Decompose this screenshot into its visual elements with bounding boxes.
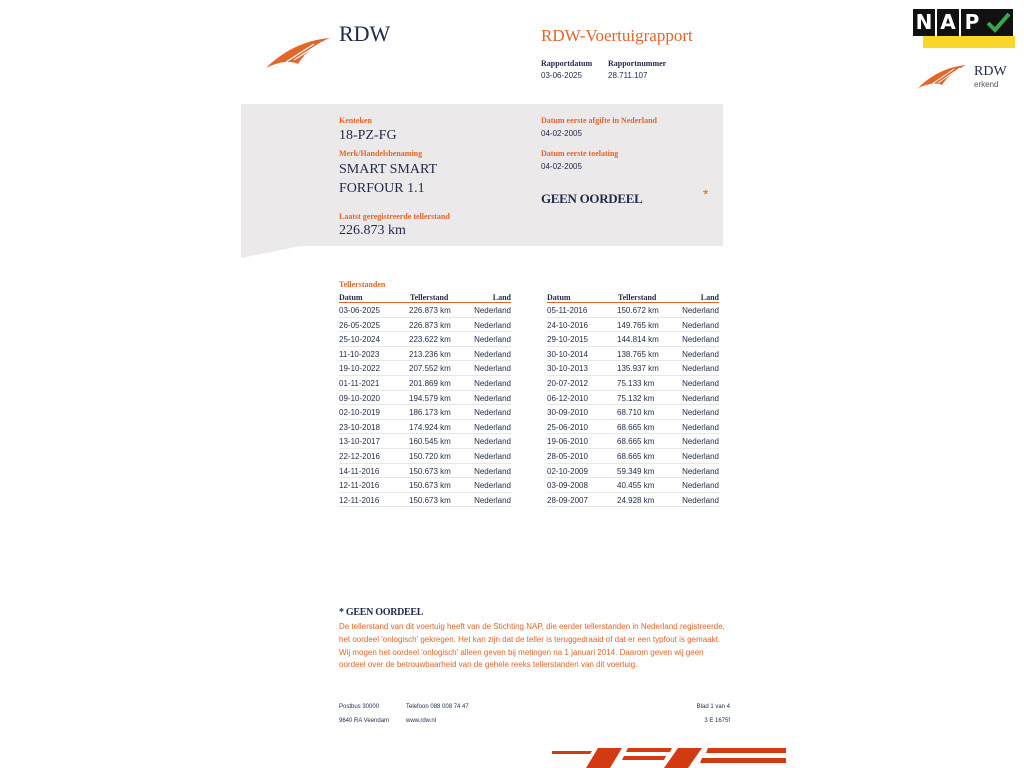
footer-address-line2: 9640 RA Veendam <box>339 718 390 724</box>
reading-odometer: 68.665 km <box>617 437 655 447</box>
reading-country: Nederland <box>682 335 719 345</box>
footer-phone: Telefoon 088 008 74 47 <box>406 704 469 710</box>
table-row <box>547 391 719 406</box>
table-row <box>339 303 511 318</box>
footer-website[interactable]: www.rdw.nl <box>406 718 437 724</box>
table-row <box>339 332 511 347</box>
nap-yellow-bar <box>923 36 1015 48</box>
reading-odometer: 149.765 km <box>617 320 659 330</box>
reading-date: 20-07-2012 <box>547 378 588 388</box>
nap-letter-n: N <box>913 9 935 36</box>
reading-country: Nederland <box>474 320 511 330</box>
footnote-text: De tellerstand van dit voertuig heeft van de Stichting NAP, die eerder tellerstanden in Nederland registreerde, het oordeel 'onlogisch' gekregen. Het kan zijn dat de teller is teruggedraaid of dat er een typfout is gemaakt. Wij mogen het oordeel 'onlogisch' alleen geven bij metingen na 1 januari 2014. Daarom geven wij geen oordeel over de betrouwbaarheid van de gehele reeks tellerstanden van dit voertuig. <box>339 622 725 670</box>
table-row <box>547 420 719 435</box>
reading-odometer: 68.710 km <box>617 408 655 418</box>
reading-date: 28-09-2007 <box>547 495 588 505</box>
table-row <box>339 464 511 479</box>
nap-letter-p: P <box>961 9 983 36</box>
reading-odometer: 223.622 km <box>409 335 451 345</box>
report-date: 03-06-2025 <box>541 71 582 80</box>
reading-country: Nederland <box>474 335 511 345</box>
table-row <box>547 376 719 391</box>
first-admission: 04-02-2005 <box>541 162 582 171</box>
reading-date: 19-06-2010 <box>547 437 588 447</box>
reading-date: 30-09-2010 <box>547 408 588 418</box>
reading-odometer: 150.673 km <box>409 481 451 491</box>
reading-country: Nederland <box>474 378 511 388</box>
nap-logo <box>913 9 1015 49</box>
reading-odometer: 40.455 km <box>617 481 655 491</box>
table-row <box>547 434 719 449</box>
reading-odometer: 226.873 km <box>409 306 451 315</box>
reading-date: 25-10-2024 <box>339 335 380 345</box>
reading-odometer: 150.673 km <box>409 495 451 505</box>
table-row <box>547 318 719 333</box>
table-row <box>339 347 511 362</box>
table-row <box>547 332 719 347</box>
reading-country: Nederland <box>474 408 511 418</box>
first-admission-label: Datum eerste toelating <box>541 149 619 158</box>
reading-country: Nederland <box>682 349 719 359</box>
report-title: RDW-Voertuigrapport <box>541 26 693 45</box>
footnote-title: * GEEN OORDEEL <box>339 607 424 618</box>
reading-date: 02-10-2009 <box>547 466 588 476</box>
table-row <box>547 464 719 479</box>
col-odometer: Tellerstand <box>410 293 449 302</box>
table-row <box>547 449 719 464</box>
reading-date: 09-10-2020 <box>339 393 380 403</box>
reading-country: Nederland <box>474 451 511 461</box>
reading-country: Nederland <box>682 422 719 432</box>
odometer-label: Laatst geregistreerde tellerstand <box>339 212 450 221</box>
table-row <box>339 420 511 435</box>
reading-odometer: 160.545 km <box>409 437 451 447</box>
col-country: Land <box>492 293 511 302</box>
erkend-brand: RDW <box>974 64 1007 79</box>
reading-date: 28-05-2010 <box>547 451 588 461</box>
footer-address-line1: Postbus 30000 <box>339 704 380 710</box>
checkmark-icon <box>983 9 1013 36</box>
reading-date: 12-11-2016 <box>339 495 380 505</box>
table-row <box>339 493 511 508</box>
reading-country: Nederland <box>682 437 719 447</box>
verdict: GEEN OORDEEL <box>541 191 643 206</box>
reading-date: 14-11-2016 <box>339 466 380 476</box>
reading-odometer: 144.814 km <box>617 335 659 345</box>
reading-date: 25-06-2010 <box>547 422 588 432</box>
reading-date: 24-10-2016 <box>547 320 588 330</box>
reading-odometer: 68.665 km <box>617 422 655 432</box>
col-odometer: Tellerstand <box>618 293 657 302</box>
nap-letter-a: A <box>937 9 959 36</box>
reading-country: Nederland <box>682 364 719 374</box>
table-row <box>339 361 511 376</box>
reading-odometer: 24.928 km <box>617 495 655 505</box>
reading-date: 03-09-2008 <box>547 481 588 491</box>
reading-odometer: 135.937 km <box>617 364 659 374</box>
nap-letters <box>913 9 985 36</box>
rdw-logo-icon <box>264 34 332 70</box>
make-value-line1: SMART SMART <box>339 162 438 177</box>
report-number: 28.711.107 <box>608 71 648 80</box>
report-number-label: Rapportnummer <box>608 59 667 68</box>
reading-date: 29-10-2015 <box>547 335 588 345</box>
reading-odometer: 138.765 km <box>617 349 659 359</box>
reading-odometer: 150.720 km <box>409 451 451 461</box>
table-row <box>547 361 719 376</box>
reading-country: Nederland <box>682 451 719 461</box>
table-row <box>339 391 511 406</box>
reading-odometer: 68.665 km <box>617 451 655 461</box>
reading-date: 02-10-2019 <box>339 408 380 418</box>
reading-odometer: 75.132 km <box>617 393 655 403</box>
reading-country: Nederland <box>474 306 511 315</box>
table-row <box>547 493 719 508</box>
reading-odometer: 213.236 km <box>409 349 451 359</box>
reading-date: 05-11-2016 <box>547 306 588 315</box>
table-row <box>339 405 511 420</box>
reading-country: Nederland <box>682 306 719 315</box>
readings-title: Tellerstanden <box>339 280 386 289</box>
reading-odometer: 194.579 km <box>409 393 451 403</box>
reading-date: 13-10-2017 <box>339 437 380 447</box>
table-header <box>339 292 511 303</box>
readings-table-right <box>547 292 719 507</box>
col-date: Datum <box>547 293 571 302</box>
make-label: Merk/Handelsbenaming <box>339 149 423 158</box>
col-date: Datum <box>339 293 363 302</box>
reading-country: Nederland <box>474 393 511 403</box>
brand-name: RDW <box>339 21 391 46</box>
reading-date: 30-10-2014 <box>547 349 588 359</box>
erkend-label: erkend <box>974 80 999 89</box>
reading-date: 26-05-2025 <box>339 320 380 330</box>
table-row <box>339 434 511 449</box>
table-row <box>547 405 719 420</box>
reading-odometer: 226.873 km <box>409 320 451 330</box>
reading-odometer: 59.349 km <box>617 466 655 476</box>
reading-country: Nederland <box>474 466 511 476</box>
readings-table-left <box>339 292 511 507</box>
rdw-stripes-icon <box>552 746 786 768</box>
col-country: Land <box>700 293 719 302</box>
reading-odometer: 207.552 km <box>409 364 451 374</box>
reading-country: Nederland <box>682 393 719 403</box>
report-date-label: Rapportdatum <box>541 59 593 68</box>
odometer-value: 226.873 km <box>339 223 406 238</box>
make-value-line2: FORFOUR 1.1 <box>339 181 425 196</box>
reading-country: Nederland <box>474 364 511 374</box>
reading-date: 30-10-2013 <box>547 364 588 374</box>
footer-page-number: Blad 1 van 4 <box>696 704 730 710</box>
reading-odometer: 150.672 km <box>617 306 659 315</box>
table-row <box>547 303 719 318</box>
reading-country: Nederland <box>474 495 511 505</box>
verdict-asterisk: * <box>703 186 709 202</box>
reading-date: 12-11-2016 <box>339 481 380 491</box>
reading-country: Nederland <box>474 481 511 491</box>
reading-odometer: 174.924 km <box>409 422 451 432</box>
reading-country: Nederland <box>474 349 511 359</box>
table-row <box>339 449 511 464</box>
first-registration-nl-label: Datum eerste afgifte in Nederland <box>541 116 657 125</box>
table-row <box>339 478 511 493</box>
reading-date: 19-10-2022 <box>339 364 380 374</box>
reading-country: Nederland <box>682 466 719 476</box>
reading-date: 01-11-2021 <box>339 378 380 388</box>
reading-odometer: 201.869 km <box>409 378 451 388</box>
reading-odometer: 75.133 km <box>617 378 655 388</box>
reading-date: 11-10-2023 <box>339 349 380 359</box>
reading-country: Nederland <box>682 495 719 505</box>
reading-country: Nederland <box>682 378 719 388</box>
panel-tab <box>241 246 301 258</box>
reading-odometer: 150.673 km <box>409 466 451 476</box>
table-row <box>547 347 719 362</box>
table-header <box>547 292 719 303</box>
footer-code: 3 E 1675f <box>704 718 730 724</box>
reading-date: 03-06-2025 <box>339 306 380 315</box>
table-row <box>547 478 719 493</box>
reading-country: Nederland <box>474 422 511 432</box>
plate-value: 18-PZ-FG <box>339 128 397 143</box>
reading-date: 22-12-2016 <box>339 451 380 461</box>
reading-date: 23-10-2018 <box>339 422 380 432</box>
reading-date: 06-12-2010 <box>547 393 588 403</box>
reading-odometer: 186.173 km <box>409 408 451 418</box>
reading-country: Nederland <box>682 320 719 330</box>
reading-country: Nederland <box>682 408 719 418</box>
rdw-erkend-logo-icon <box>916 62 968 90</box>
plate-label: Kenteken <box>339 116 372 125</box>
vehicle-panel <box>241 104 723 246</box>
reading-country: Nederland <box>682 481 719 491</box>
reading-country: Nederland <box>474 437 511 447</box>
table-row <box>339 376 511 391</box>
table-row <box>339 318 511 333</box>
first-registration-nl: 04-02-2005 <box>541 129 582 138</box>
